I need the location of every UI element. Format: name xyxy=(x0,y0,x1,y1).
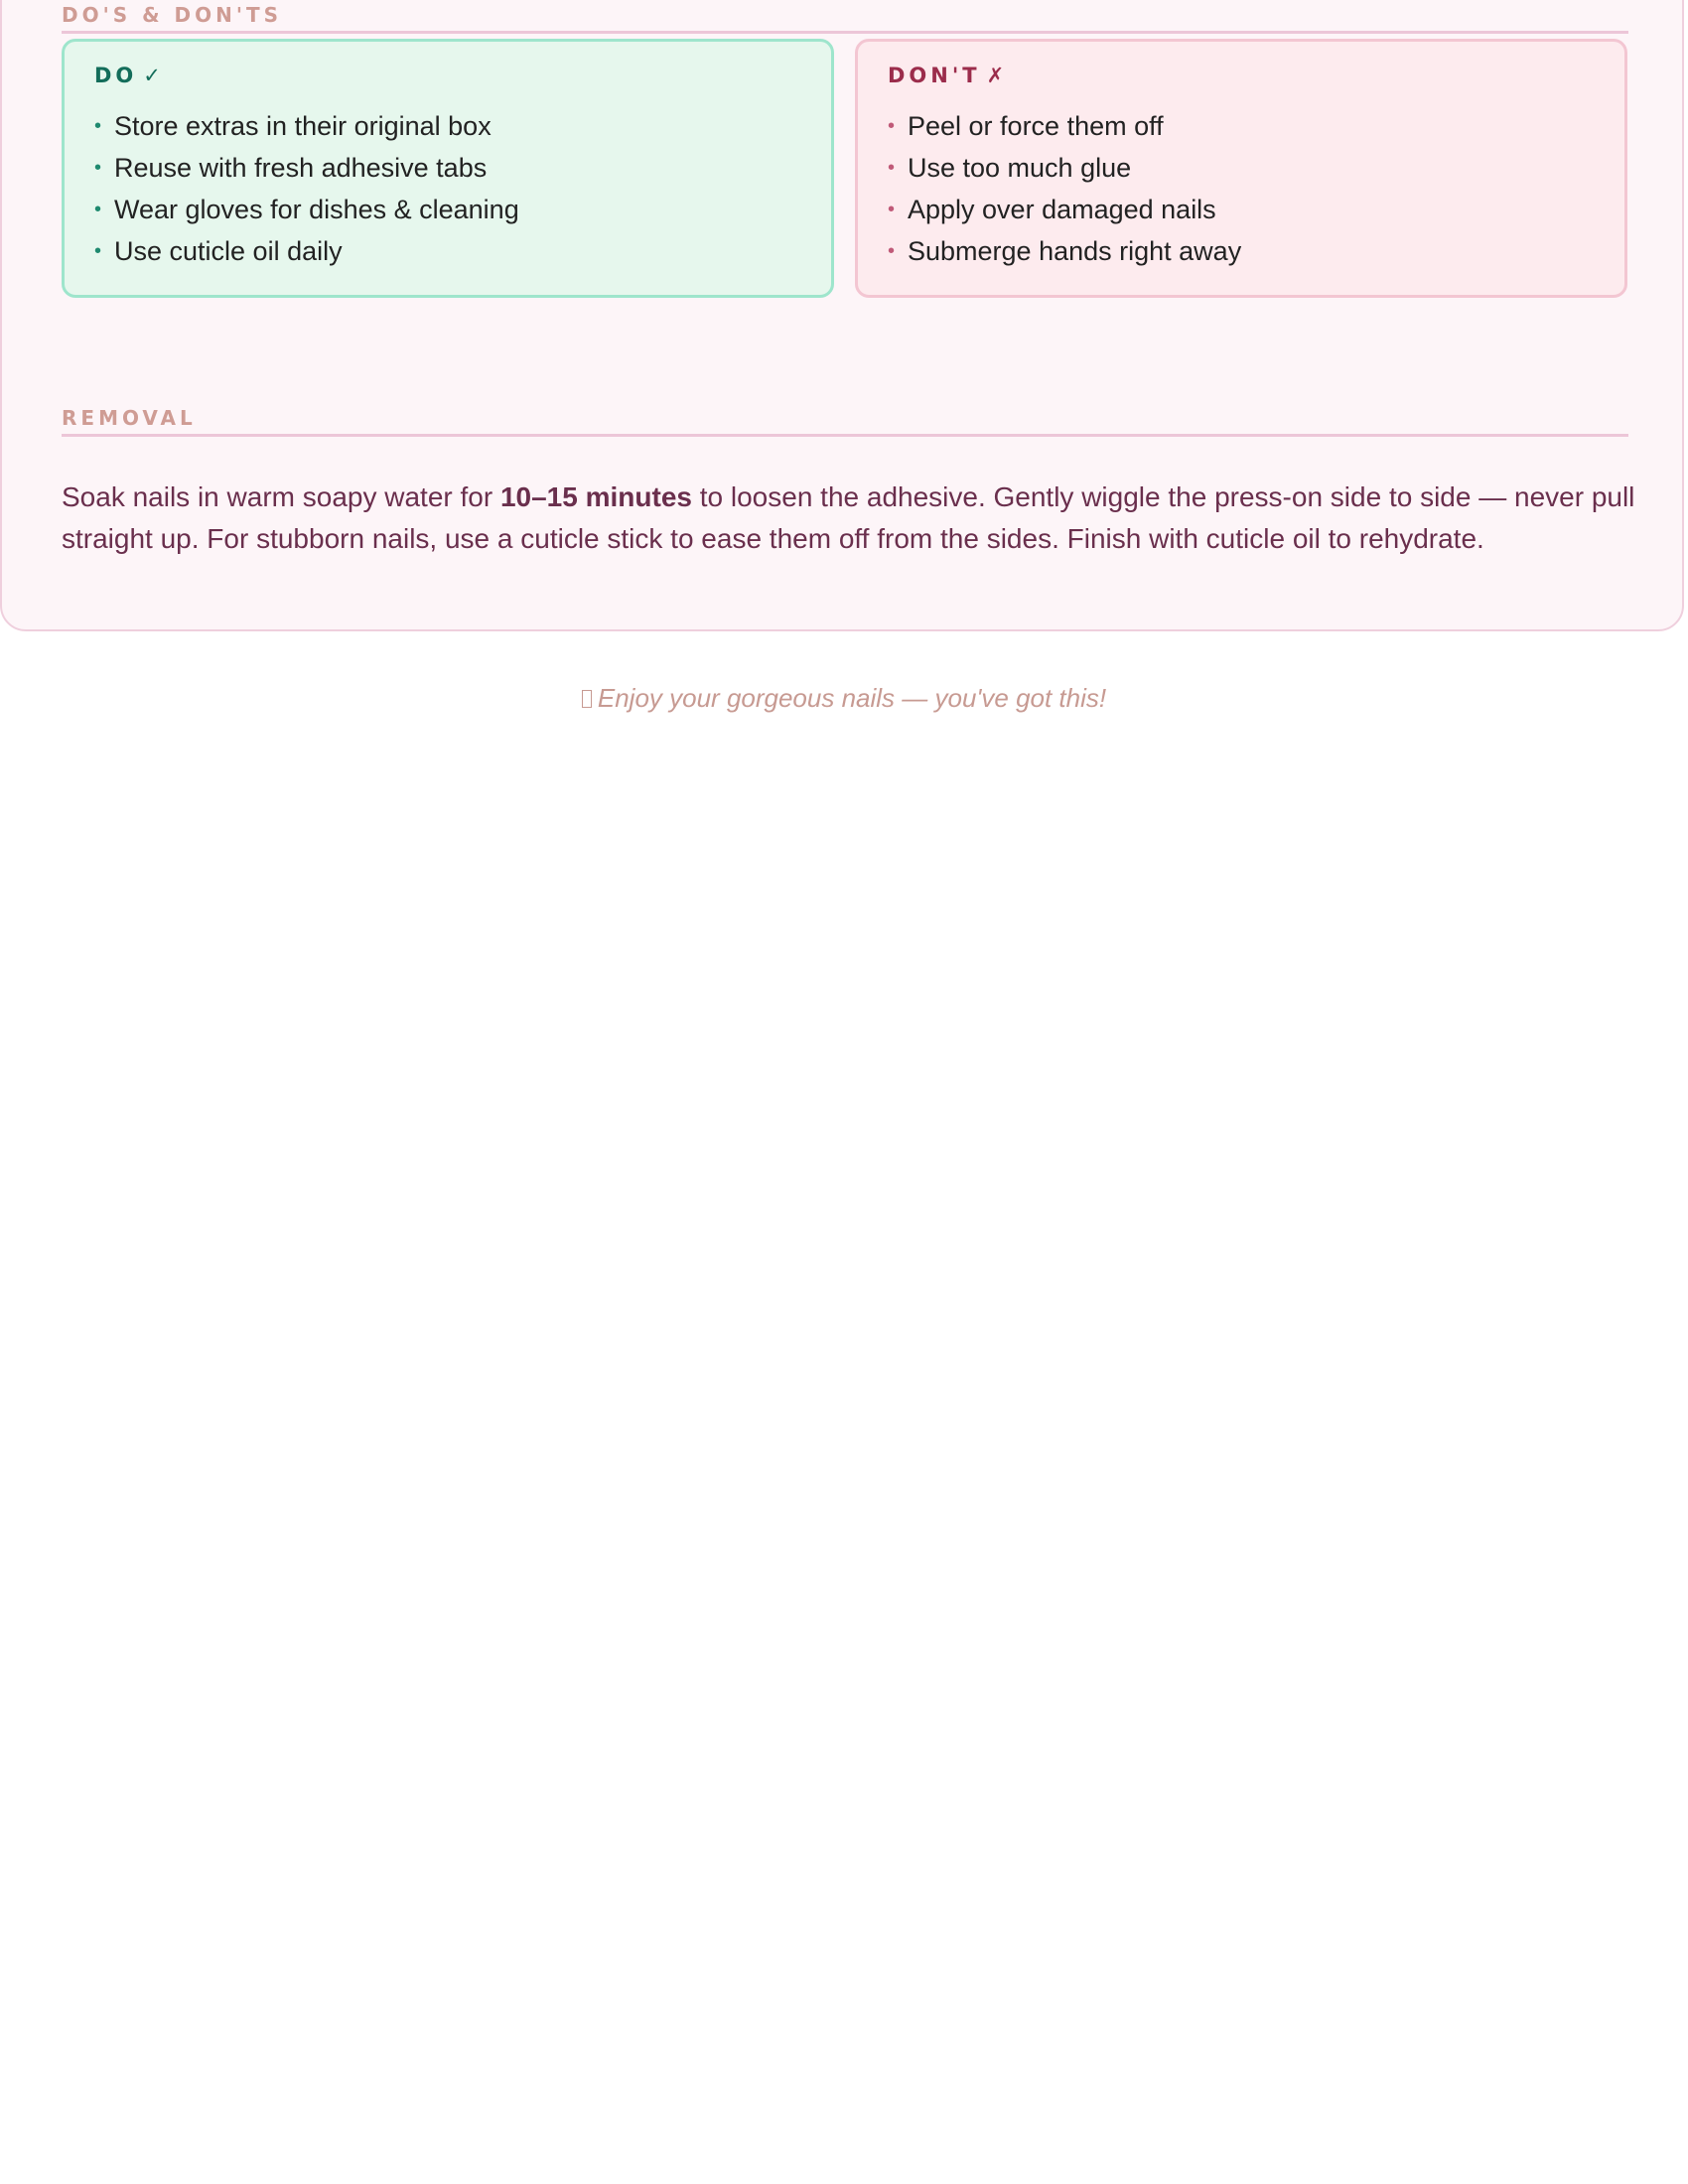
list-item xyxy=(888,105,1241,147)
removal-divider xyxy=(62,434,1628,437)
bullet-icon: • xyxy=(888,157,896,179)
list-item-text: Use too much glue xyxy=(908,153,1132,183)
list-item xyxy=(888,189,1241,230)
do-list xyxy=(94,105,519,272)
dos-donts-section-title: DO'S & DON'TS xyxy=(62,3,283,27)
removal-text-before: Soak nails in warm soapy water for xyxy=(62,481,500,512)
list-item-text: Submerge hands right away xyxy=(908,236,1242,266)
bullet-icon: • xyxy=(888,115,896,137)
list-item-text: Wear gloves for dishes & cleaning xyxy=(114,195,519,224)
dont-list xyxy=(888,105,1241,272)
bullet-icon: • xyxy=(94,240,102,262)
bullet-icon: • xyxy=(94,199,102,220)
list-item-text: Store extras in their original box xyxy=(114,111,492,141)
removal-text-after: to loosen the adhesive. Gently wiggle the press-on side to side — never pull straight up. For stubborn nails, use a cuticle stick to ease them off from the sides. Finish with cuticle oil to rehydrate. xyxy=(62,481,1635,554)
removal-section-title: REMOVAL xyxy=(62,406,197,430)
dont-heading-label: DON'T xyxy=(888,64,981,87)
bullet-icon: • xyxy=(888,199,896,220)
list-item-text: Apply over damaged nails xyxy=(908,195,1216,224)
do-heading xyxy=(94,66,161,86)
do-box xyxy=(62,39,834,298)
list-item-text: Use cuticle oil daily xyxy=(114,236,343,266)
list-item xyxy=(94,189,519,230)
list-item xyxy=(888,230,1241,272)
list-item xyxy=(888,147,1241,189)
dos-donts-divider xyxy=(62,31,1628,34)
footer-message xyxy=(0,682,1688,714)
dont-box xyxy=(855,39,1627,298)
list-item xyxy=(94,230,519,272)
bullet-icon: • xyxy=(94,157,102,179)
removal-duration: 10–15 minutes xyxy=(499,481,692,512)
dont-heading xyxy=(888,66,1004,86)
list-item xyxy=(94,147,519,189)
list-item-text: Peel or force them off xyxy=(908,111,1164,141)
bullet-icon: • xyxy=(94,115,102,137)
list-item xyxy=(94,105,519,147)
footer-text: Enjoy your gorgeous nails — you've got this! xyxy=(597,683,1107,713)
removal-instructions xyxy=(62,477,1640,560)
cross-mark-icon: ✗ xyxy=(986,64,1005,87)
missing-glyph-icon xyxy=(582,690,592,708)
bullet-icon: • xyxy=(888,240,896,262)
list-item-text: Reuse with fresh adhesive tabs xyxy=(114,153,488,183)
instructions-card xyxy=(0,0,1684,631)
check-mark-icon: ✓ xyxy=(143,64,161,87)
do-heading-label: DO xyxy=(94,64,138,87)
